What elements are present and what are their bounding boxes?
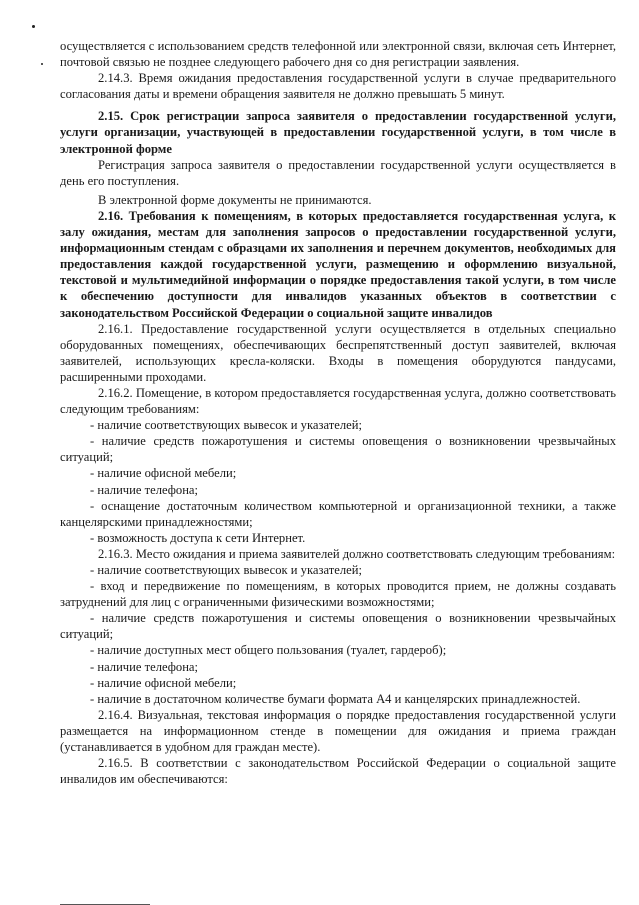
list-item: - наличие соответствующих вывесок и указателей; [90,418,362,433]
list-item: - возможность доступа к сети Интернет. [90,530,306,545]
list-item: - наличие доступных мест общего пользования (туалет, гардероб); [90,643,447,658]
list-item: - наличие в достаточном количестве бумаги формата А4 и канцелярских принадлежностей. [90,691,581,706]
scan-speck [41,63,43,65]
paragraph-2-16-3: 2.16.3. Место ожидания и приема заявителей должно соответствовать следующим требованиям: [98,546,616,561]
list-item: - наличие телефона; [90,482,199,497]
list-item: - вход и передвижение по помещениям, в которых проводится прием, не должны создавать затруднений для лиц с ограниченными физическими возможностями; [60,579,616,610]
paragraph-2-16-4: 2.16.4. Визуальная, текстовая информация о порядке предоставления государственной услуги размещается на информационном стенде в помещении для ожидания и приема граждан (устанавливается в удобном для граждан месте). [60,707,616,755]
paragraph: Регистрация запроса заявителя о предоставлении государственной услуги осуществляется в день его поступления. [60,157,616,188]
heading-2-16: 2.16. Требования к помещениям, в которых предоставляется государственная услуга, к залу ожидания, местам для заполнения запросов о предоставлении государственной услуги, информационным стендам с образцами их заполнения и перечнем документов, необходимых для предоставления каждой государственной услуги, размещению и оформлению визуальной, текстовой и мультимедийной информации о порядке предоставления такой услуги, в том числе к обеспечению доступности для инвалидов указанных объектов в соответствии с законодательством Российской Федерации о социальной защите инвалидов [60,208,616,320]
list-item: - оснащение достаточным количеством компьютерной и организационной техники, а также канцелярскими принадлежностями; [60,498,616,529]
list-item: - наличие офисной мебели; [90,466,237,481]
list-item: - наличие соответствующих вывесок и указателей; [90,563,362,577]
list-item: - наличие средств пожаротушения и системы оповещения о возникновении чрезвычайных ситуаций; [60,434,616,465]
paragraph-2-16-5: 2.16.5. В соответствии с законодательством Российской Федерации о социальной защите инвалидов им обеспечиваются: [60,756,616,787]
paragraph-2-16-1: 2.16.1. Предоставление государственной услуги осуществляется в отдельных специально оборудованных помещениях, обеспечивающих беспрепятственный доступ заявителей, включая заявителей, использующих кресла-коляски. Входы в помещения оборудуются пандусами, расширенными проходами. [60,321,616,384]
list-item: - наличие средств пожаротушения и системы оповещения о возникновении чрезвычайных ситуаций; [60,611,616,642]
scan-speck [32,25,35,28]
list-item: - наличие телефона; [90,659,199,674]
paragraph-2-14-3: 2.14.3. Время ожидания предоставления государственной услуги в случае предварительного согласования даты и времени обращения заявителя не должно превышать 5 минут. [60,71,616,102]
paragraph-2-16-2: 2.16.2. Помещение, в котором предоставляется государственная услуга, должно соответствовать следующим требованиям: [60,385,616,417]
list-item: - наличие офисной мебели; [90,675,237,690]
document-page [60,38,616,787]
paragraph: В электронной форме документы не принимаются. [98,192,372,207]
heading-2-15: 2.15. Срок регистрации запроса заявителя о предоставлении государственной услуги, услуги организации, участвующей в предоставлении государственной услуги, в том числе в электронной форме [60,109,616,156]
paragraph: осуществляется с использованием средств телефонной или электронной связи, включая сеть Интернет, почтовой связью не позднее следующего рабочего дня со дня регистрации заявления. [60,39,616,70]
